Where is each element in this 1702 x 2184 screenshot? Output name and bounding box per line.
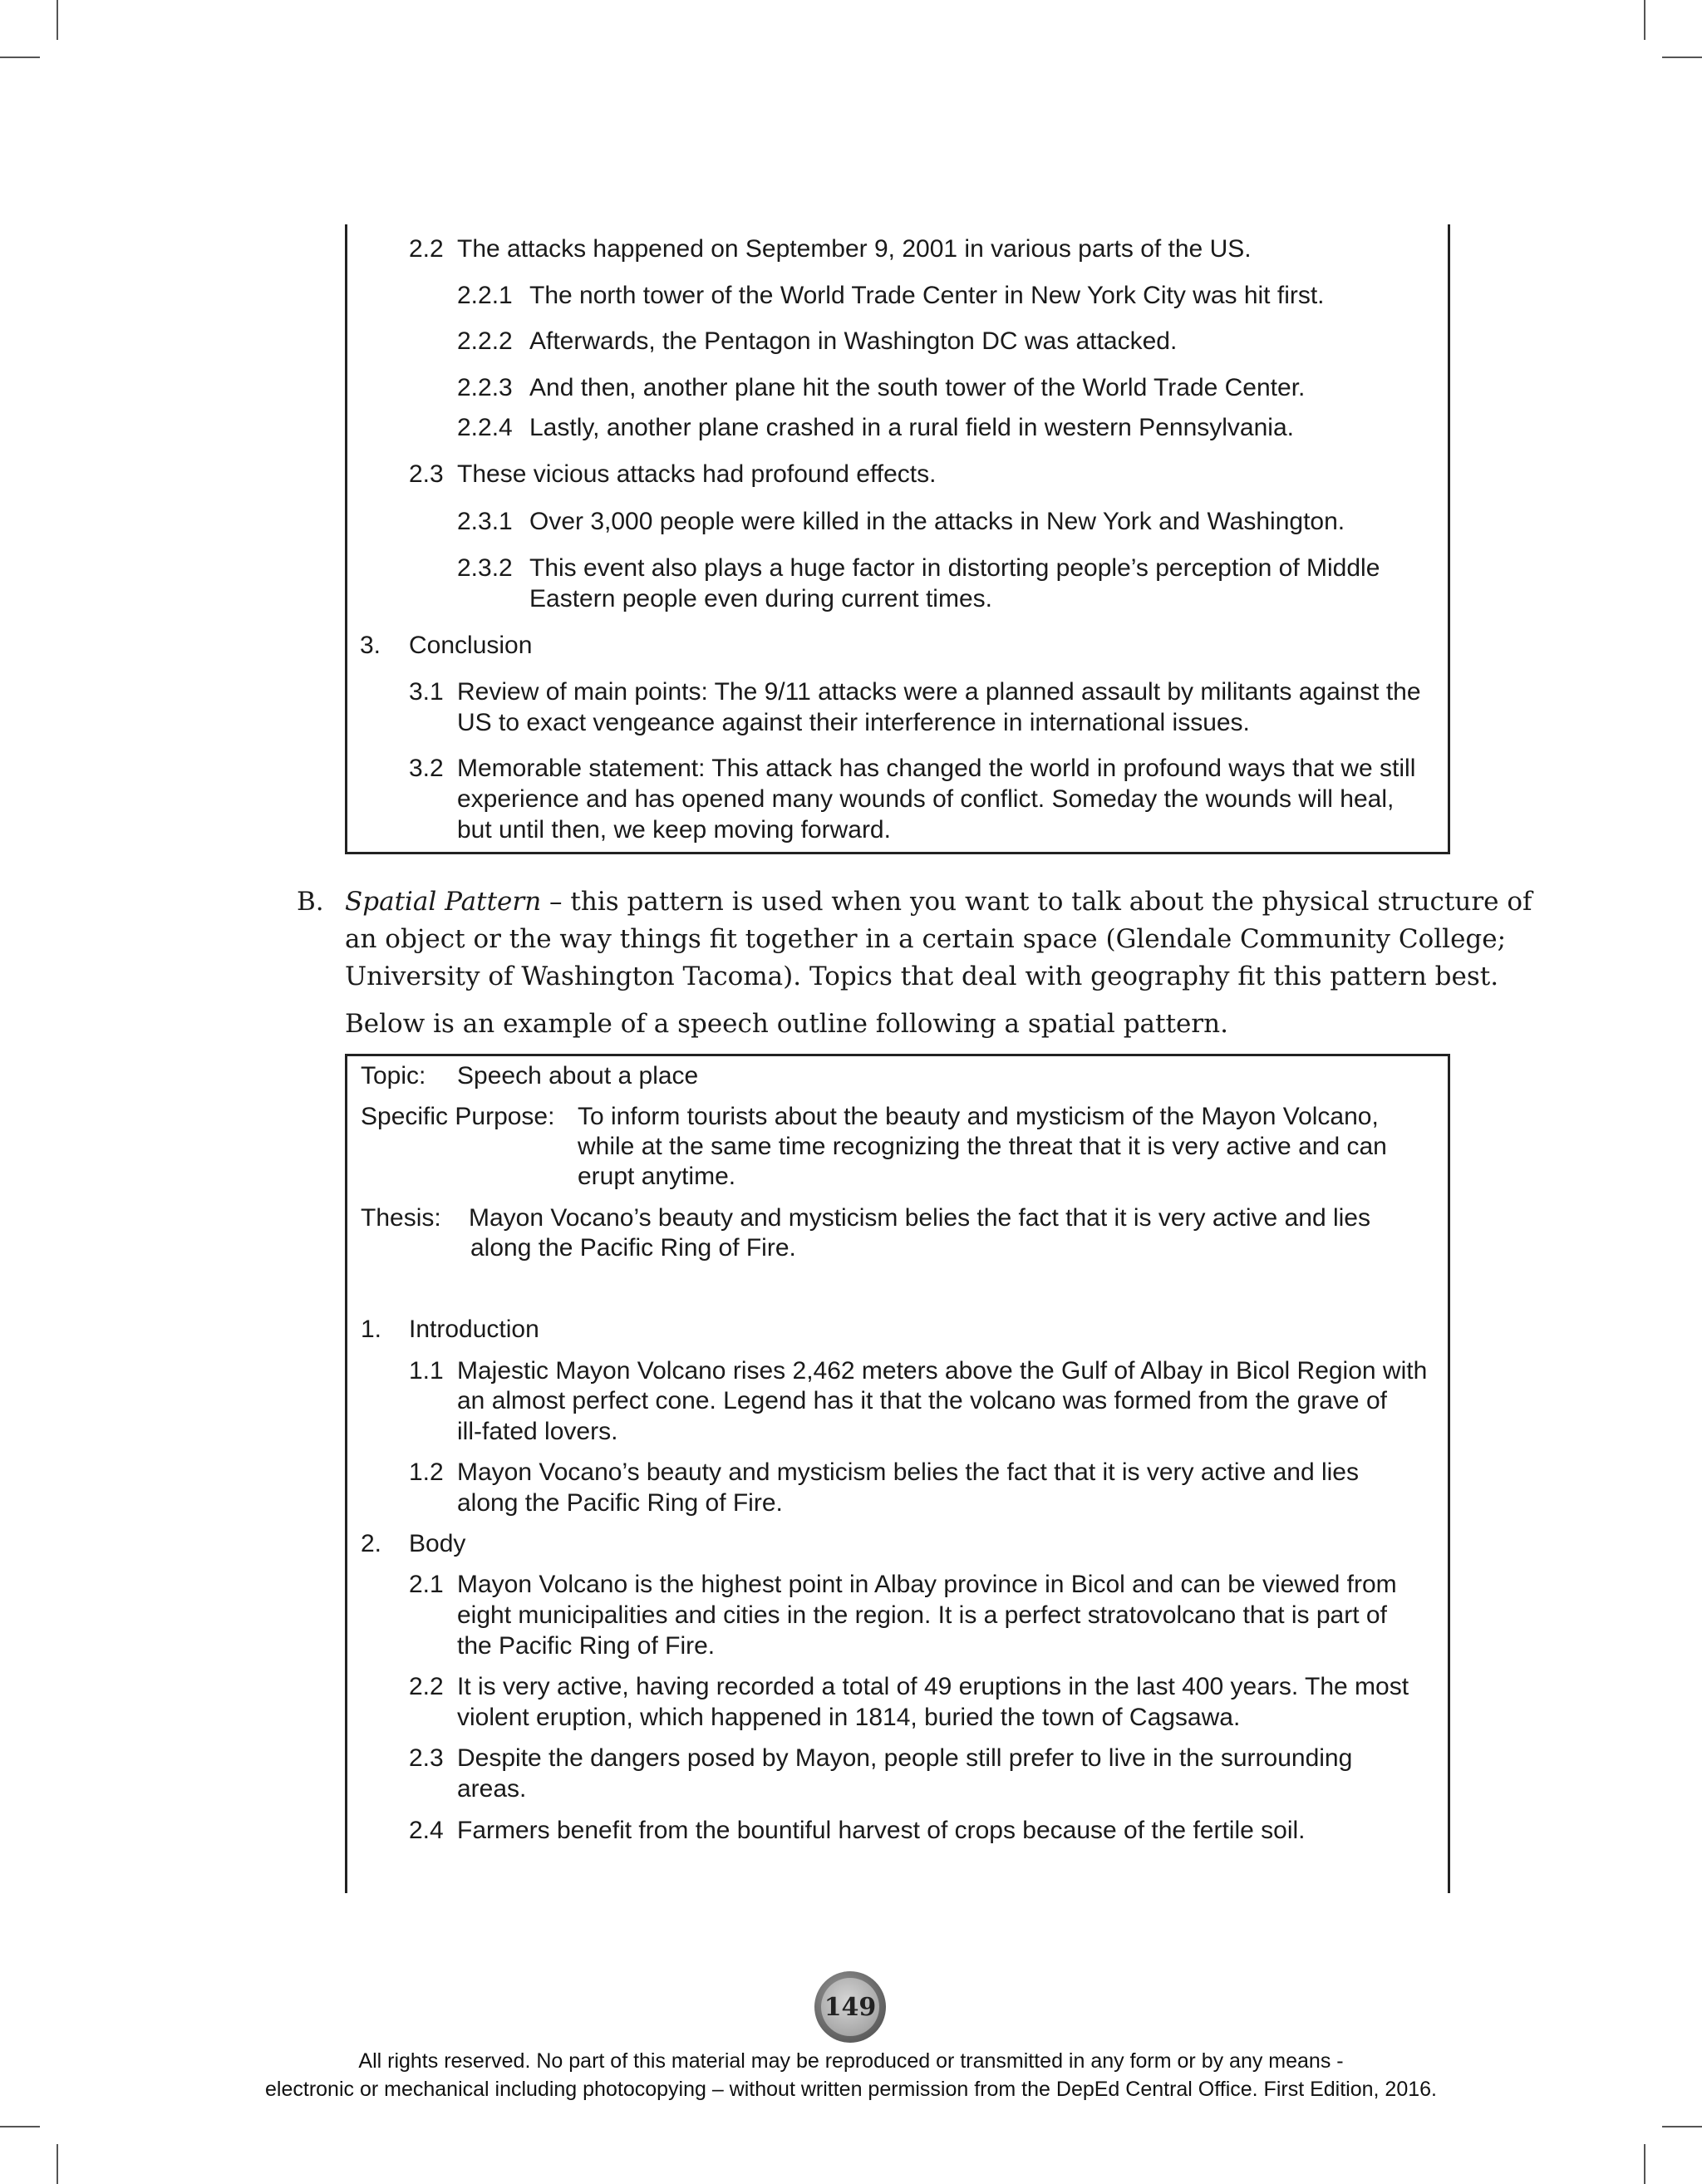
thesis-value-cont: along the Pacific Ring of Fire. xyxy=(470,1234,796,1262)
section-b-intro: Below is an example of a speech outline following a spatial pattern. xyxy=(345,1009,1228,1039)
outline-item-cont: violent eruption, which happened in 1814, buried the town of Cagsawa. xyxy=(457,1704,1241,1731)
outline-item-cont: ill-fated lovers. xyxy=(457,1418,618,1445)
topic-label: Topic: xyxy=(361,1062,426,1090)
section-b-line2: an object or the way things fit together in a certain space (Glendale Community College; xyxy=(345,924,1507,954)
purpose-value-cont: while at the same time recognizing the threat that it is very active and can xyxy=(578,1133,1387,1160)
outline-item: Afterwards, the Pentagon in Washington DC was attacked. xyxy=(529,327,1178,355)
outline-item-cont: experience and has opened many wounds of conflict. Someday the wounds will heal, xyxy=(457,785,1395,813)
item-number: 2.2 xyxy=(409,1673,444,1700)
outline-item: Majestic Mayon Volcano rises 2,462 meters above the Gulf of Albay in Bicol Region with xyxy=(457,1357,1428,1385)
item-number: 1. xyxy=(361,1316,382,1343)
outline-item: These vicious attacks had profound effects. xyxy=(457,460,937,488)
item-number: 2.2.2 xyxy=(457,327,513,355)
outline-heading: Body xyxy=(409,1530,466,1557)
outline-item: Despite the dangers posed by Mayon, people still prefer to live in the surrounding xyxy=(457,1744,1353,1772)
outline-item: Mayon Vocano’s beauty and mysticism belies the fact that it is very active and lies xyxy=(457,1458,1359,1486)
outline-item: Lastly, another plane crashed in a rural field in western Pennsylvania. xyxy=(529,414,1294,441)
section-letter: B. xyxy=(297,887,324,917)
purpose-value: To inform tourists about the beauty and mysticism of the Mayon Volcano, xyxy=(578,1103,1379,1130)
crop-mark xyxy=(57,2144,58,2184)
section-b-line3: University of Washington Tacoma). Topics that deal with geography fit this pattern best. xyxy=(345,962,1499,991)
outline-heading: Introduction xyxy=(409,1316,539,1343)
outline-item: Mayon Volcano is the highest point in Albay province in Bicol and can be viewed from xyxy=(457,1571,1397,1598)
outline-item: Farmers benefit from the bountiful harvest of crops because of the fertile soil. xyxy=(457,1817,1306,1844)
crop-mark xyxy=(0,57,40,58)
item-number: 2.2.3 xyxy=(457,374,513,401)
item-number: 2.3.1 xyxy=(457,508,513,535)
outline-item: Review of main points: The 9/11 attacks were a planned assault by militants against the xyxy=(457,678,1421,706)
outline-item-cont: eight municipalities and cities in the region. It is a perfect stratovolcano that is part of xyxy=(457,1601,1387,1629)
item-number: 3.2 xyxy=(409,755,444,782)
item-number: 1.1 xyxy=(409,1357,444,1385)
outline-item-cont: the Pacific Ring of Fire. xyxy=(457,1632,716,1660)
section-b-line1 xyxy=(345,883,1532,921)
outline-item-cont: along the Pacific Ring of Fire. xyxy=(457,1489,783,1517)
text-run: – this pattern is used when you want to talk about the physical structure of xyxy=(541,887,1532,917)
item-number: 3. xyxy=(360,632,381,659)
outline-item-cont: areas. xyxy=(457,1775,527,1803)
item-number: 2.2.4 xyxy=(457,414,513,441)
outline-item: The north tower of the World Trade Center in New York City was hit first. xyxy=(529,282,1325,309)
footer-line-1: All rights reserved. No part of this material may be reproduced or transmitted in any form or by any means - xyxy=(358,2049,1344,2073)
outline-item-cont: but until then, we keep moving forward. xyxy=(457,816,891,844)
outline-item-cont: Eastern people even during current times. xyxy=(529,585,992,612)
topic-value: Speech about a place xyxy=(457,1062,699,1090)
page-number: 149 xyxy=(824,1992,877,2022)
item-number: 2.2.1 xyxy=(457,282,513,309)
item-number: 3.1 xyxy=(409,678,444,706)
outline-item: It is very active, having recorded a total of 49 eruptions in the last 400 years. The most xyxy=(457,1673,1409,1700)
page-number-disc xyxy=(821,1978,879,2036)
crop-mark xyxy=(1662,2126,1702,2127)
page-number-badge xyxy=(814,1971,886,2043)
crop-mark xyxy=(1644,0,1645,40)
crop-mark xyxy=(57,0,58,40)
item-number: 2.4 xyxy=(409,1817,444,1844)
item-number: 2.3 xyxy=(409,1744,444,1772)
item-number: 2.2 xyxy=(409,235,444,263)
outline-item: And then, another plane hit the south tower of the World Trade Center. xyxy=(529,374,1306,401)
outline-item: The attacks happened on September 9, 2001 in various parts of the US. xyxy=(457,235,1252,263)
footer-line-2: electronic or mechanical including photocopying – without written permission from the DepEd Central Office. First Edition, 2016. xyxy=(265,2078,1437,2101)
outline-heading: Conclusion xyxy=(409,632,533,659)
item-number: 2.3 xyxy=(409,460,444,488)
outline-item: Memorable statement: This attack has changed the world in profound ways that we still xyxy=(457,755,1416,782)
outline-item: Over 3,000 people were killed in the attacks in New York and Washington. xyxy=(529,508,1345,535)
crop-mark xyxy=(1644,2144,1645,2184)
pattern-name: Spatial Pattern xyxy=(345,887,542,917)
outline-item-cont: US to exact vengeance against their interference in international issues. xyxy=(457,709,1250,736)
outline-item-cont: an almost perfect cone. Legend has it that the volcano was formed from the grave of xyxy=(457,1387,1387,1414)
purpose-label: Specific Purpose: xyxy=(361,1103,555,1130)
outline-item: This event also plays a huge factor in distorting people’s perception of Middle xyxy=(529,554,1380,582)
thesis-label: Thesis: xyxy=(361,1204,441,1232)
crop-mark xyxy=(0,2126,40,2127)
item-number: 1.2 xyxy=(409,1458,444,1486)
purpose-value-cont: erupt anytime. xyxy=(578,1163,736,1190)
item-number: 2.3.2 xyxy=(457,554,513,582)
item-number: 2. xyxy=(361,1530,382,1557)
crop-mark xyxy=(1662,57,1702,58)
thesis-value: Mayon Vocano’s beauty and mysticism belies the fact that it is very active and lies xyxy=(469,1204,1370,1232)
item-number: 2.1 xyxy=(409,1571,444,1598)
